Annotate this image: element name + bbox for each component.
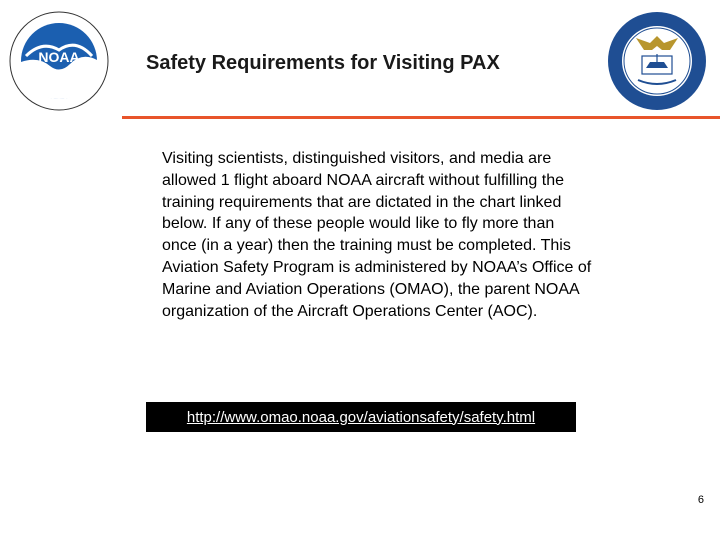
body-paragraph: Visiting scientists, distinguished visitors, and media are allowed 1 flight aboard NOAA aircraft without fulfilling the training requirements that are dictated in the chart linked below. If any of these people would like to fly more than once (in a year) then the training must be completed. This Aviation Safety Program is administered by NOAA’s Office of Marine and Aviation Operations (OMAO), the parent NOAA organization of the Aircraft Operations Center (AOC).	[162, 150, 592, 320]
noaa-logo-emblem-text: NOAA	[38, 49, 80, 65]
aviation-safety-link[interactable]: http://www.omao.noaa.gov/aviationsafety/safety.html	[186, 408, 536, 426]
department-of-commerce-seal-icon	[606, 10, 708, 112]
noaa-logo-icon	[8, 10, 110, 112]
title-divider-line	[122, 116, 720, 119]
slide-title: Safety Requirements for Visiting PAX	[146, 52, 500, 74]
link-box	[146, 402, 576, 432]
page-number: 6	[697, 494, 704, 506]
